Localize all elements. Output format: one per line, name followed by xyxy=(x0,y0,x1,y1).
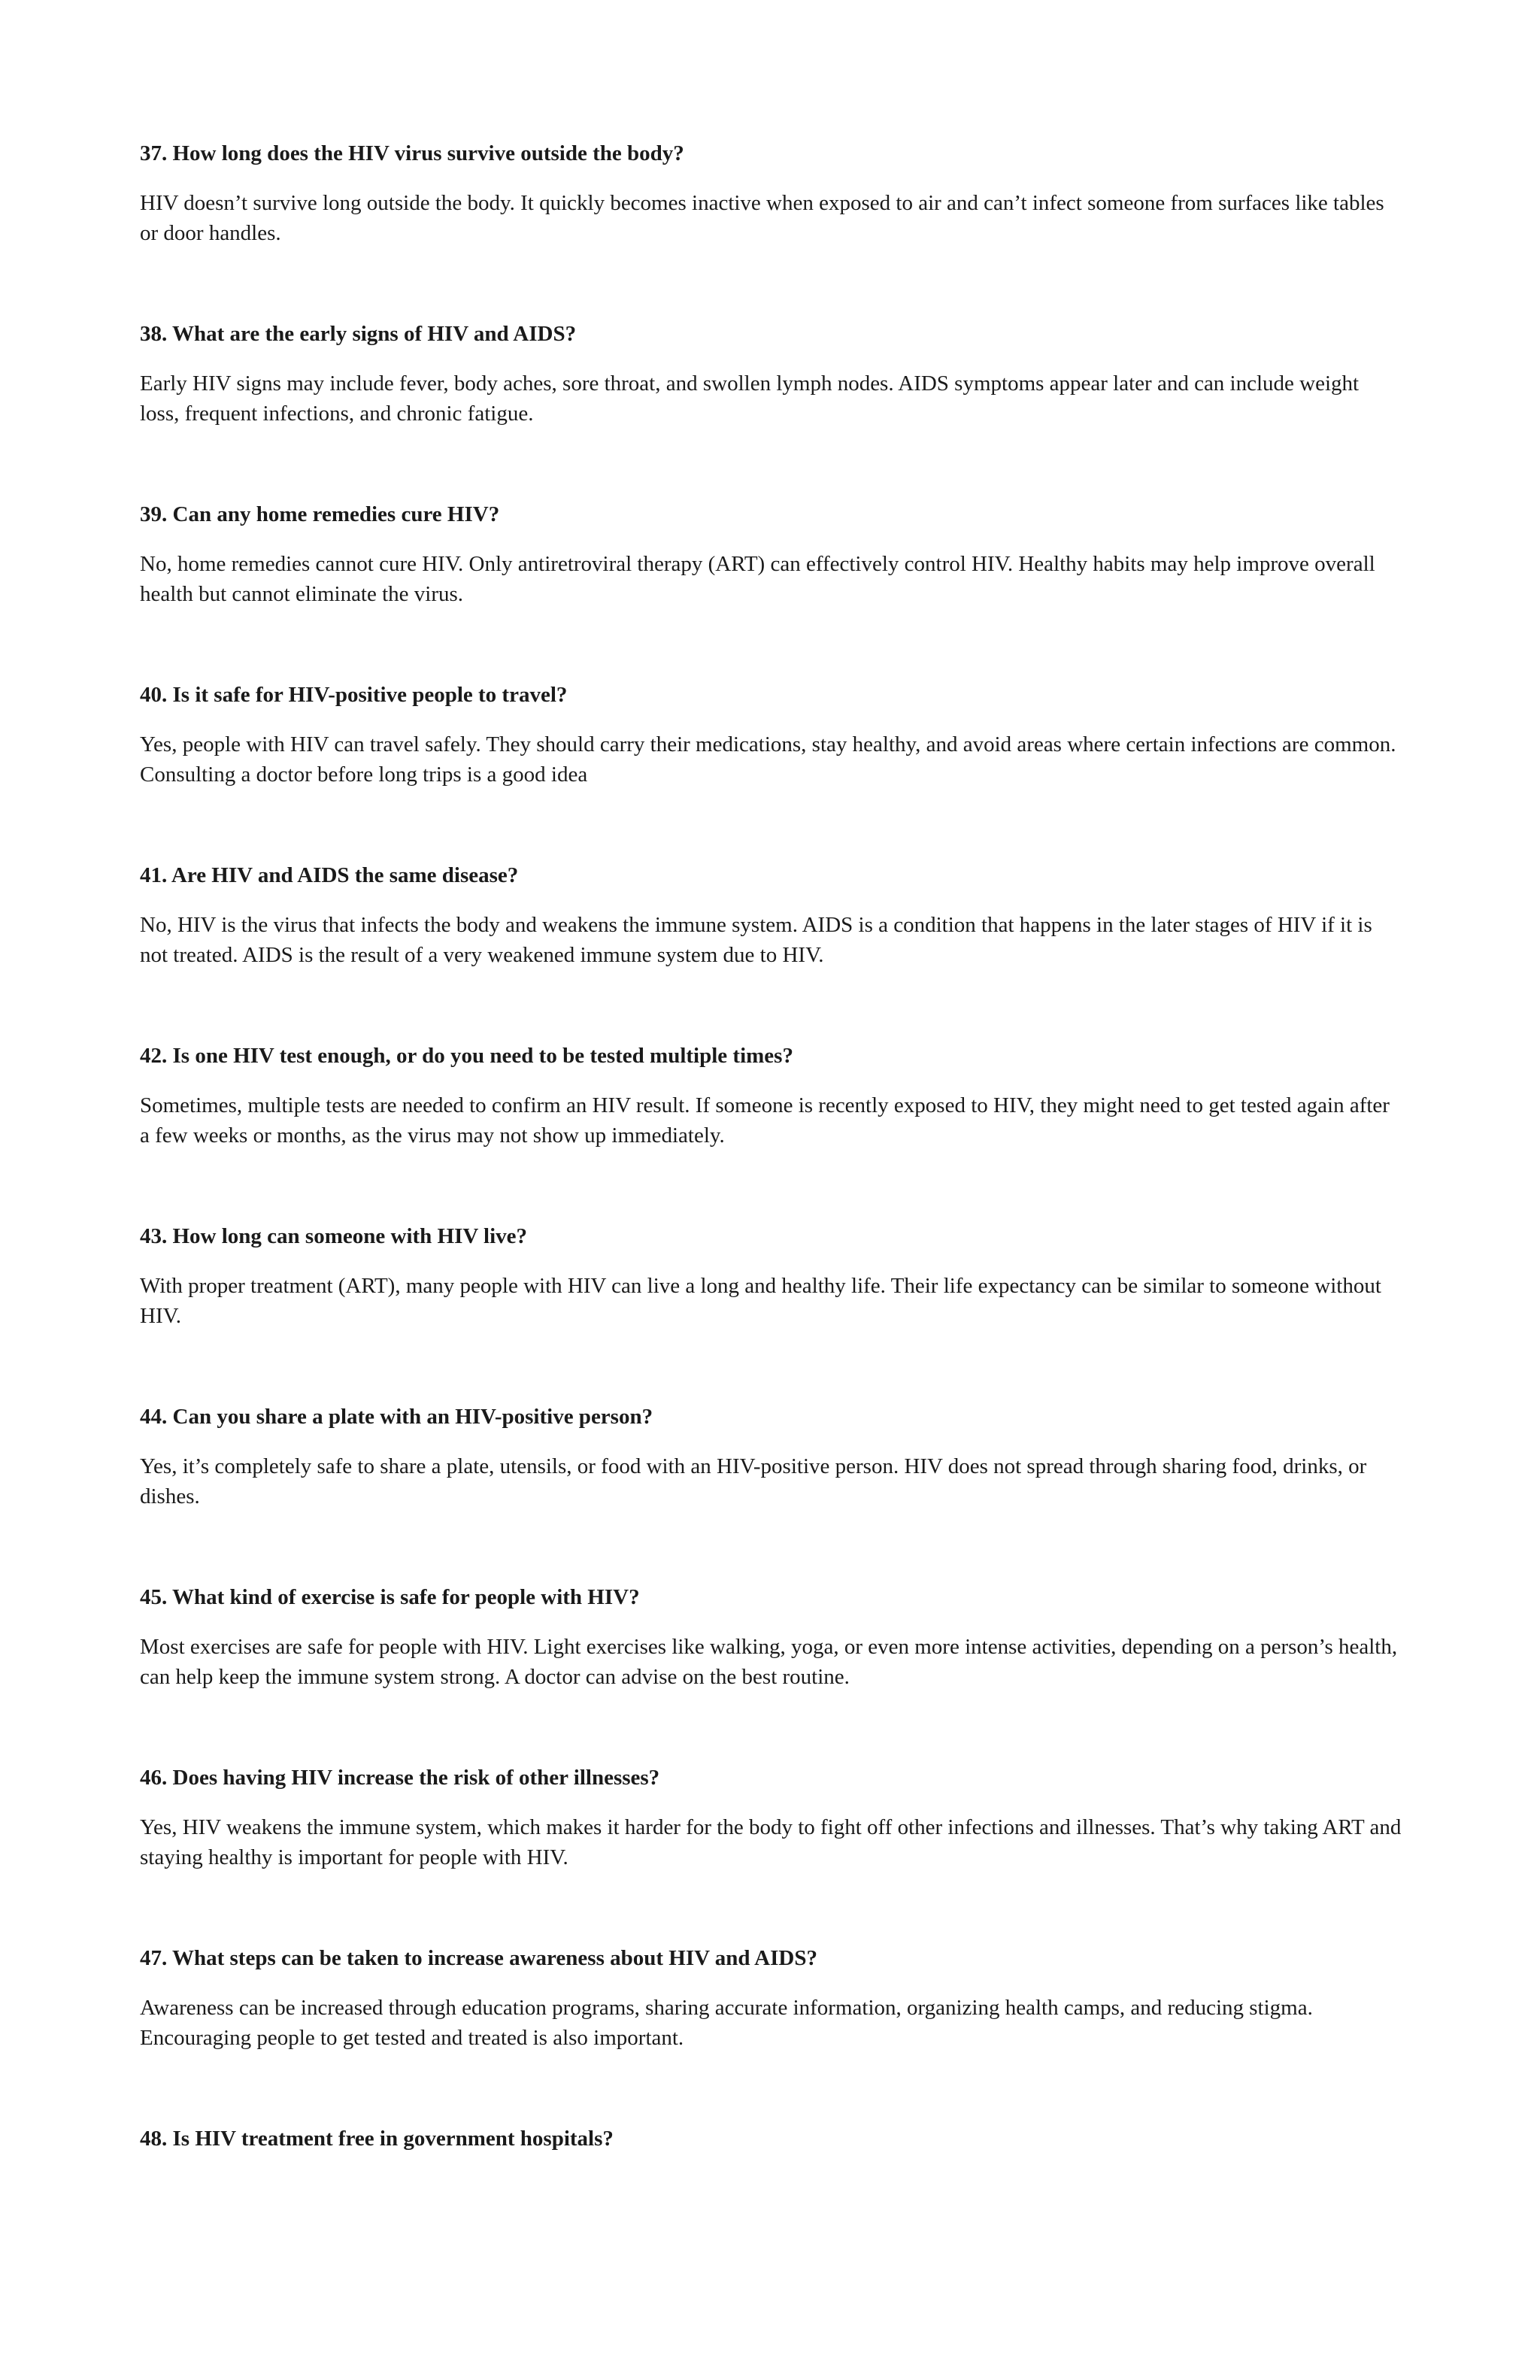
faq-question: 41. Are HIV and AIDS the same disease? xyxy=(140,863,519,887)
faq-item-43 xyxy=(140,1223,1403,1403)
faq-item-42 xyxy=(140,1042,1403,1223)
faq-answer: Awareness can be increased through education programs, sharing accurate information, organizing health camps, and reducing stigma. Encouraging people to get tested and treated is also important. xyxy=(140,1996,1313,2050)
faq-answer: Yes, people with HIV can travel safely. They should carry their medications, stay healthy, and avoid areas where certain infections are common. Consulting a doctor before long trips is a good idea xyxy=(140,732,1396,787)
faq-answer: Most exercises are safe for people with HIV. Light exercises like walking, yoga, or even more intense activities, depending on a person’s health, can help keep the immune system strong. A doctor can advise on the best routine. xyxy=(140,1635,1398,1689)
faq-item-46 xyxy=(140,1764,1403,1945)
faq-question: 46. Does having HIV increase the risk of other illnesses? xyxy=(140,1766,660,1790)
faq-answer: Yes, HIV weakens the immune system, which makes it harder for the body to fight off other infections and illnesses. That’s why taking ART and staying healthy is important for people with HIV. xyxy=(140,1815,1402,1869)
faq-item-44 xyxy=(140,1403,1403,1584)
faq-answer: HIV doesn’t survive long outside the body. It quickly becomes inactive when exposed to air and can’t infect someone from surfaces like tables or door handles. xyxy=(140,191,1384,245)
faq-question: 42. Is one HIV test enough, or do you need to be tested multiple times? xyxy=(140,1044,793,1068)
faq-document xyxy=(140,140,1403,2306)
faq-item-40 xyxy=(140,681,1403,862)
faq-answer: With proper treatment (ART), many people with HIV can live a long and healthy life. Their life expectancy can be similar to someone without HIV. xyxy=(140,1274,1381,1328)
faq-question: 45. What kind of exercise is safe for people with HIV? xyxy=(140,1585,640,1609)
faq-answer: No, home remedies cannot cure HIV. Only antiretroviral therapy (ART) can effectively control HIV. Healthy habits may help improve overall health but cannot eliminate the virus. xyxy=(140,552,1375,606)
faq-item-45 xyxy=(140,1584,1403,1764)
faq-item-47 xyxy=(140,1945,1403,2125)
faq-answer: Sometimes, multiple tests are needed to confirm an HIV result. If someone is recently exposed to HIV, they might need to get tested again after a few weeks or months, as the virus may not show up immediately. xyxy=(140,1093,1390,1148)
faq-question: 40. Is it safe for HIV-positive people to travel? xyxy=(140,683,568,707)
faq-answer: Early HIV signs may include fever, body aches, sore throat, and swollen lymph nodes. AIDS symptoms appear later and can include weight loss, frequent infections, and chronic fatigue. xyxy=(140,371,1360,426)
faq-answer: No, HIV is the virus that infects the body and weakens the immune system. AIDS is a condition that happens in the later stages of HIV if it is not treated. AIDS is the result of a very weakened immune system due to HIV. xyxy=(140,913,1372,967)
faq-question: 44. Can you share a plate with an HIV-positive person? xyxy=(140,1405,653,1429)
faq-question: 43. How long can someone with HIV live? xyxy=(140,1224,528,1248)
faq-question: 37. How long does the HIV virus survive outside the body? xyxy=(140,141,684,165)
faq-item-48 xyxy=(140,2125,1403,2306)
faq-question: 39. Can any home remedies cure HIV? xyxy=(140,502,500,526)
faq-item-39 xyxy=(140,501,1403,681)
faq-item-37 xyxy=(140,140,1403,320)
faq-item-38 xyxy=(140,320,1403,501)
faq-item-41 xyxy=(140,862,1403,1042)
faq-answer: Yes, it’s completely safe to share a plate, utensils, or food with an HIV-positive person. HIV does not spread through sharing food, drinks, or dishes. xyxy=(140,1454,1367,1508)
faq-question: 38. What are the early signs of HIV and AIDS? xyxy=(140,322,577,346)
faq-question: 48. Is HIV treatment free in government hospitals? xyxy=(140,2127,614,2151)
faq-question: 47. What steps can be taken to increase awareness about HIV and AIDS? xyxy=(140,1946,817,1970)
